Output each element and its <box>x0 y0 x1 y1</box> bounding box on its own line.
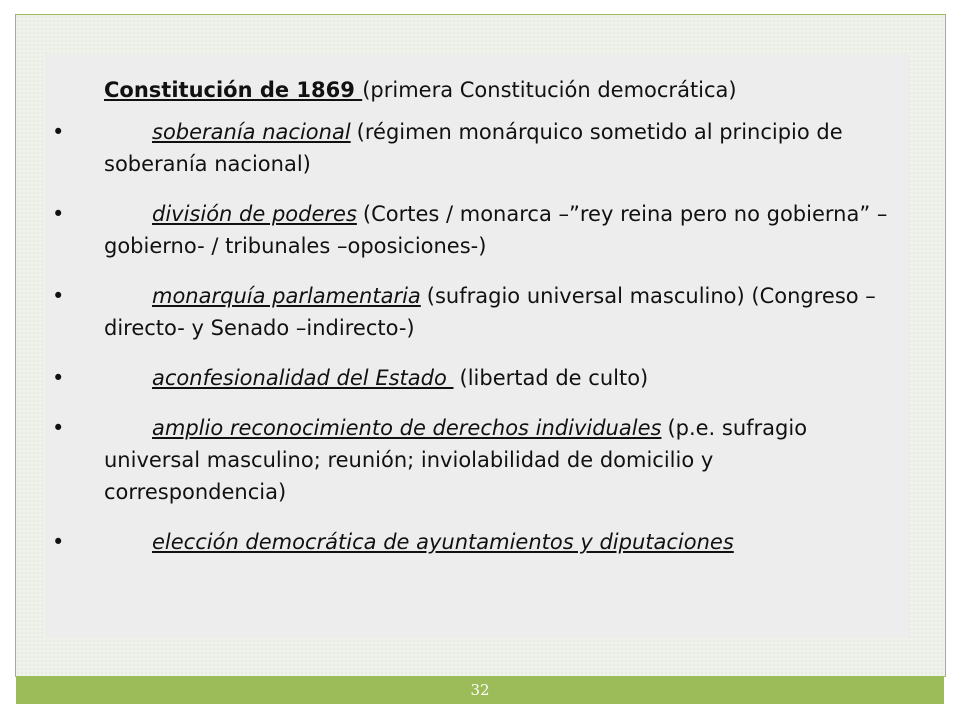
bullet-icon: • <box>52 120 65 144</box>
title-underlined: Constitución de 1869 <box>104 78 363 102</box>
bullet-icon: • <box>52 530 65 554</box>
bullet-icon: • <box>52 284 65 308</box>
item-emphasis: elección democrática de ayuntamientos y diputaciones <box>152 530 734 554</box>
item-emphasis: división de poderes <box>152 202 357 226</box>
bullet-item-division <box>52 198 902 262</box>
footer-bar <box>16 676 944 704</box>
page-number: 32 <box>470 681 490 699</box>
bullet-icon: • <box>52 202 65 226</box>
bullet-item-derechos <box>52 412 902 508</box>
item-text: (libertad de culto) <box>459 366 649 390</box>
item-emphasis: monarquía parlamentaria <box>152 284 421 308</box>
item-text: (Cortes / monarca –”rey reina pero no gobierna” –gobierno- / tribunales –oposiciones-) <box>104 202 888 258</box>
bullet-item-monarquia <box>52 280 902 344</box>
bullet-icon: • <box>52 416 65 440</box>
item-emphasis: aconfesionalidad del Estado <box>152 366 454 390</box>
bullet-item-eleccion <box>52 526 902 558</box>
item-text: (p.e. sufragio universal masculino; reunión; inviolabilidad de domicilio y correspondencia) <box>104 416 808 504</box>
bullet-item-soberania <box>52 116 902 180</box>
bullet-item-aconfesionalidad <box>52 362 902 394</box>
title-subtitle: (primera Constitución democrática) <box>362 78 737 102</box>
item-emphasis: amplio reconocimiento de derechos individuales <box>152 416 662 440</box>
item-emphasis: soberanía nacional <box>152 120 351 144</box>
bullet-icon: • <box>52 366 65 390</box>
item-text: (régimen monárquico sometido al principio de soberanía nacional) <box>104 120 843 176</box>
item-text: (sufragio universal masculino) (Congreso –directo- y Senado –indirecto-) <box>104 284 876 340</box>
slide-title <box>52 74 902 106</box>
slide-content <box>52 74 902 576</box>
